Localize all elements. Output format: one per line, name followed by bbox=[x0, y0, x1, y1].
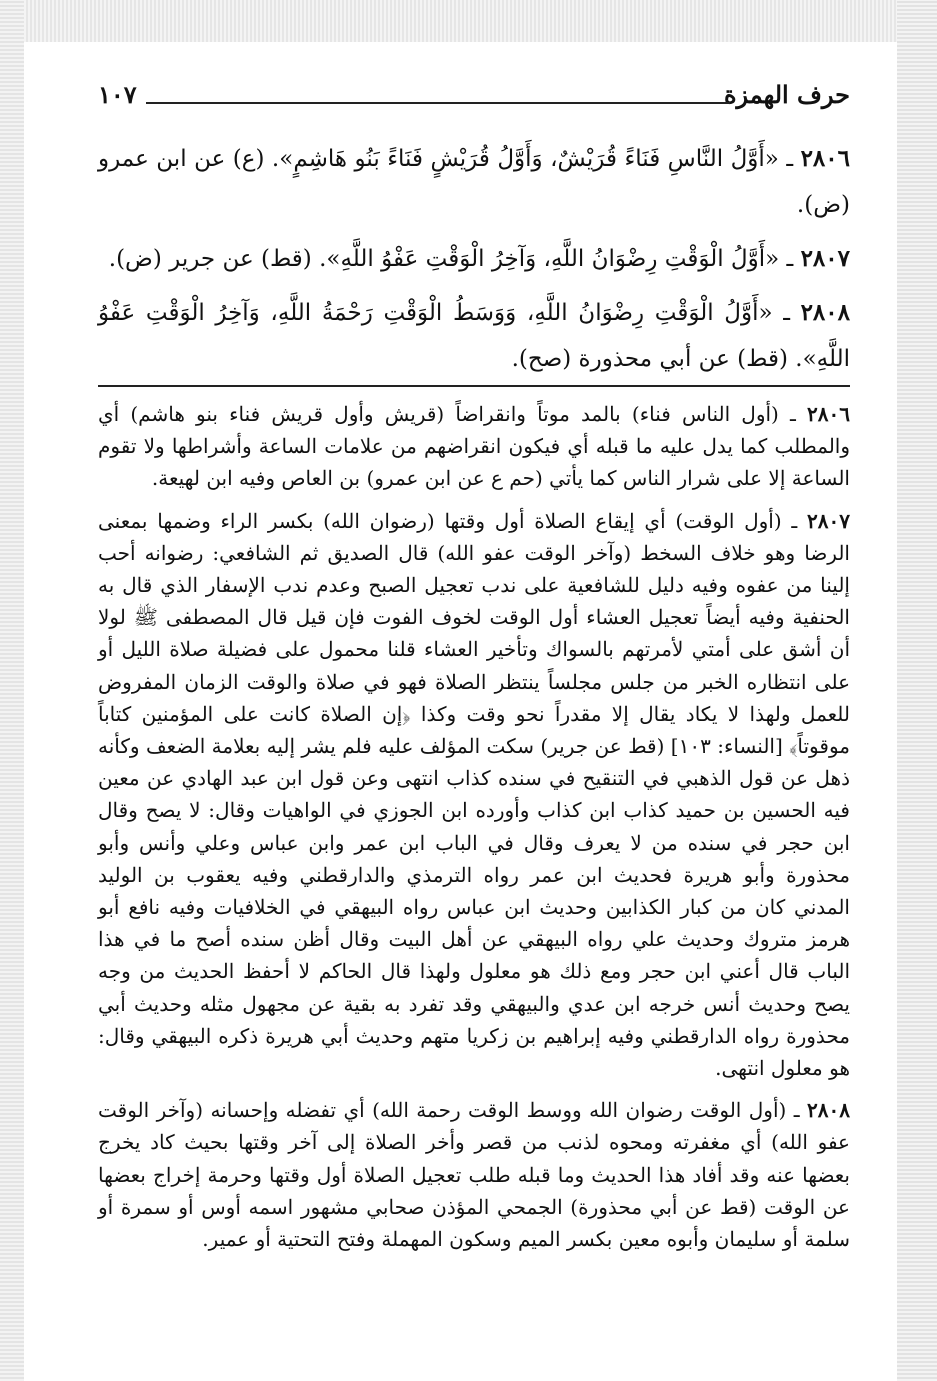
commentary-entry: ٢٨٠٧ ـ (أول الوقت) أي إيقاع الصلاة أول وقتها (رضوان الله) بكسر الراء وضمها بمعنى الرضا وهو خلاف السخط (وآخر الوقت عفو الله) قال الصديق ثم الشافعي: رضوانه أحب إلينا من عفوه وفيه دليل للشافعية على ندب تعجيل الصبح وعدم ندب الإسفار الذي قال به الحنفية وفيه أيضاً تعجيل العشاء أول الوقت لخوف الفوت فإن قيل قال المصطفى ﷺ لولا أن أشق على أمتي لأمرتهم بالسواك وتأخير العشاء قلنا محمول على فضيلة صلاة الليل أو على انتظاره الخبر من جلس مجلساً ينتظر الصلاة فهو في صلاة والوقت الزمان المفروض للعمل ولهذا لا يكاد يقال إلا مقدراً نحو وقت وكذا ﴿إن الصلاة كانت على المؤمنين كتاباً موقوتاً﴾ [النساء: ١٠٣] (قط عن جرير) سكت المؤلف عليه فلم يشر إليه بعلامة الضعف وكأنه ذهل عن قول الذهبي في التنقيح في سنده كذاب انتهى وعن قول ابن عبد الهادي عن معين فيه الحسين بن حميد كذاب ابن كذاب وأورده ابن الجوزي في الواهيات وقال: لا يصح وقال ابن حجر في سنده من لا يعرف وقال في الباب ابن عمر وابن عباس وعلي وأنس وأبو محذورة وأبو هريرة فحديث ابن عمر رواه الترمذي والدارقطني وفيه يعقوب بن الوليد المدني كان من كبار الكذابين وحديث ابن عباس رواه البيهقي في الخلافيات وفيه نافع أبو هرمز متروك وحديث علي رواه البيهقي عن أهل البيت وقال أظن سنده أصح ما في هذا الباب قال أعني ابن حجر ومع ذلك هو معلول ولهذا قال الحاكم لا أحفظ الحديث من وجه يصح وحديث أنس خرجه ابن عدي والبيهقي وقد تفرد به بقية عن مجهول مثله وحديث أبي محذورة رواه الدارقطني وفيه إبراهيم بن زكريا متهم وحديث أبي هريرة ذكره البيهقي وقال: هو معلول انتهى. bbox=[98, 508, 851, 1081]
scan-edge-left bbox=[0, 0, 24, 1381]
scan-edge-top bbox=[0, 0, 937, 42]
hadith-number: ٢٨٠٦ bbox=[800, 145, 850, 172]
hadith-entry: ٢٨٠٧ ـ «أَوَّلُ الْوَقْتِ رِضْوَانُ اللَّهِ، وَآخِرُ الْوَقْتِ عَفْوُ اللَّهِ». (قط) عن جرير (ض). bbox=[108, 245, 850, 272]
commentary-text: (أول الوقت) أي إيقاع الصلاة أول وقتها (رضوان الله) بكسر الراء وضمها بمعنى الرضا وهو خلاف السخط (وآخر الوقت عفو الله) قال الصديق ثم الشافعي: رضوانه أحب إلينا من عفوه وفيه دليل للشافعية على ندب تعجيل الصبح وعدم ندب الإسفار الذي قال به الحنفية وفيه أيضاً تعجيل العشاء أول الوقت لخوف الفوت فإن قيل قال المصطفى ﷺ لولا أن أشق على أمتي لأمرتهم بالسواك وتأخير العشاء قلنا محمول على فضيلة صلاة الليل أو على انتظاره الخبر من جلس مجلساً ينتظر الصلاة فهو في صلاة والوقت الزمان المفروض للعمل ولهذا لا يكاد يقال إلا مقدراً نحو وقت وكذا ﴿إن الصلاة كانت على المؤمنين كتاباً موقوتاً﴾ [النساء: ١٠٣] (قط عن جرير) سكت المؤلف عليه فلم يشر إليه بعلامة الضعف وكأنه ذهل عن قول الذهبي في التنقيح في سنده كذاب انتهى وعن قول ابن عبد الهادي عن معين فيه الحسين بن حميد كذاب ابن كذاب وأورده ابن الجوزي في الواهيات وقال: لا يصح وقال ابن حجر في سنده من لا يعرف وقال في الباب ابن عمر وابن عباس وعلي وأنس وأبو محذورة وأبو هريرة فحديث ابن عمر رواه الترمذي والدارقطني وفيه يعقوب بن الوليد المدني كان من كبار الكذابين وحديث ابن عباس رواه البيهقي في الخلافيات وفيه نافع أبو هرمز متروك وحديث علي رواه البيهقي عن أهل البيت وقال أظن سنده أصح ما في هذا الباب قال أعني ابن حجر ومع ذلك هو معلول ولهذا قال الحاكم لا أحفظ الحديث من وجه يصح وحديث أنس خرجه ابن عدي والبيهقي وقد تفرد به بقية عن مجهول مثله وحديث أبي محذورة رواه الدارقطني وفيه إبراهيم بن زكريا متهم وحديث أبي هريرة ذكره البيهقي وقال: هو معلول انتهى. bbox=[98, 508, 851, 1081]
page-number: ١٠٧ bbox=[98, 80, 137, 109]
header-rule bbox=[146, 102, 730, 104]
hadith-text: «أَوَّلُ النَّاسِ فَنَاءً قُرَيْشٌ، وَأَوَّلُ قُرَيْشٍ فَنَاءً بَنُو هَاشِمٍ». (ع) عن ابن عمرو (ض). bbox=[98, 146, 850, 218]
commentary-text: (أول الوقت رضوان الله ووسط الوقت رحمة الله) أي تفضله وإحسانه (وآخر الوقت عفو الله) أي مغفرته ومحوه لذنب من قصر وأخر الصلاة إلى آخر وقتها بحيث كاد يخرج بعضها عنه وقد أفاد هذا الحديث وما قبله طلب تعجيل الصلاة أول وقتها وحرمة إخراج بعضها عن الوقت (قط عن أبي محذورة) الجمحي المؤذن صحابي مشهور اسمه أوس أو سمرة أو سلمة أو سليمان وأبوه معين بكسر الميم وسكون المهملة وفتح التحتية أو عمير. bbox=[98, 1098, 851, 1252]
commentary-number: ٢٨٠٨ bbox=[807, 1098, 850, 1123]
commentary-number: ٢٨٠٧ bbox=[807, 508, 850, 533]
commentary-number: ٢٨٠٦ bbox=[807, 402, 850, 426]
chapter-title: حرف الهمزة bbox=[723, 80, 850, 109]
hadith-entry: ٢٨٠٨ ـ «أَوَّلُ الْوَقْتِ رِضْوَانُ اللَّهِ، وَوَسَطُ الْوَقْتِ رَحْمَةُ اللَّهِ، وَآخِرُ الْوَقْتِ عَفْوُ اللَّهِ». (قط) عن أبي محذورة (صح). bbox=[98, 299, 850, 372]
commentary-entry: ٢٨٠٦ ـ (أول الناس فناء) بالمد موتاً وانقراضاً (قريش وأول قريش فناء بنو هاشم) أي والمطلب كما يدل عليه ما قبله أي فيكون انقراضهم من علامات الساعة وأشراطها ولا تقوم الساعة إلا على شرار الناس كما يأتي (حم ع عن ابن عمرو) بن العاص وفيه ابن لهيعة. bbox=[98, 402, 850, 491]
page-header bbox=[98, 80, 850, 116]
hadith-text: «أَوَّلُ الْوَقْتِ رِضْوَانُ اللَّهِ، وَوَسَطُ الْوَقْتِ رَحْمَةُ اللَّهِ، وَآخِرُ الْوَقْتِ عَفْوُ اللَّهِ». (قط) عن أبي محذورة (صح). bbox=[98, 300, 850, 372]
scan-edge-right bbox=[897, 0, 937, 1381]
hadith-section bbox=[98, 136, 850, 390]
hadith-text: «أَوَّلُ الْوَقْتِ رِضْوَانُ اللَّهِ، وَآخِرُ الْوَقْتِ عَفْوُ اللَّهِ». (قط) عن جرير (ض). bbox=[108, 246, 780, 272]
hadith-number: ٢٨٠٧ bbox=[800, 245, 850, 272]
commentary-entry: ٢٨٠٨ ـ (أول الوقت رضوان الله ووسط الوقت رحمة الله) أي تفضله وإحسانه (وآخر الوقت عفو الله) أي مغفرته ومحوه لذنب من قصر وأخر الصلاة إلى آخر وقتها بحيث كاد يخرج بعضها عنه وقد أفاد هذا الحديث وما قبله طلب تعجيل الصلاة أول وقتها وحرمة إخراج بعضها عن الوقت (قط عن أبي محذورة) الجمحي المؤذن صحابي مشهور اسمه أوس أو سمرة أو سلمة أو سليمان وأبوه معين بكسر الميم وسكون المهملة وفتح التحتية أو عمير. bbox=[98, 1098, 851, 1252]
commentary-text: (أول الناس فناء) بالمد موتاً وانقراضاً (قريش وأول قريش فناء بنو هاشم) أي والمطلب كما يدل عليه ما قبله أي فيكون انقراضهم من علامات الساعة وأشراطها ولا تقوم الساعة إلا على شرار الناس كما يأتي (حم ع عن ابن عمرو) بن العاص وفيه ابن لهيعة. bbox=[98, 402, 850, 491]
section-divider bbox=[98, 385, 850, 387]
hadith-entry: ٢٨٠٦ ـ «أَوَّلُ النَّاسِ فَنَاءً قُرَيْشٌ، وَأَوَّلُ قُرَيْشٍ فَنَاءً بَنُو هَاشِمٍ». (ع) عن ابن عمرو (ض). bbox=[98, 145, 850, 218]
commentary-section bbox=[98, 398, 850, 1265]
hadith-number: ٢٨٠٨ bbox=[800, 299, 850, 326]
